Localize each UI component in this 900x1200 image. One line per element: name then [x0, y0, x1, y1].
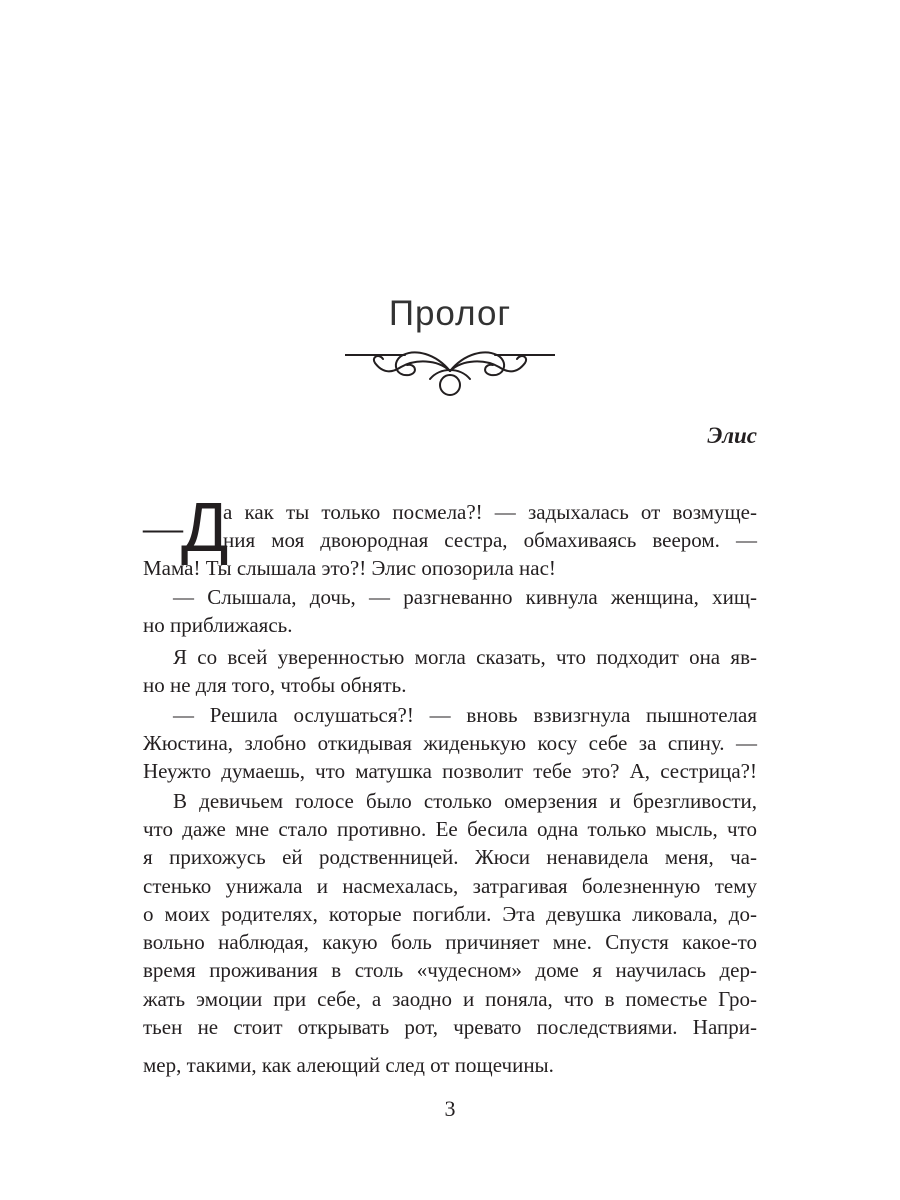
- text-line: но не для того, чтобы обнять.: [143, 673, 407, 697]
- text-line: — Слышала, дочь, — разгневанно кивнула женщина, хищ-: [173, 585, 757, 609]
- text-line: что даже мне стало противно. Ее бесила одна только мысль, что: [143, 817, 757, 841]
- text-line: я прихожусь ей родственницей. Жюси ненавидела меня, ча-: [143, 845, 757, 869]
- text-line: жать эмоции при себе, а заодно и поняла, что в поместье Гро-: [143, 987, 757, 1011]
- text-line: тьен не стоит открывать рот, чревато последствиями. Напри-: [143, 1015, 757, 1039]
- text-line: Жюстина, злобно откидывая жиденькую косу себе за спину. —: [143, 731, 757, 755]
- text-line: Мама! Ты слышала это?! Элис опозорила нас!: [143, 556, 556, 580]
- text-line: В девичьем голосе было столько омерзения и брезгливости,: [173, 789, 757, 813]
- text-line: ния моя двоюродная сестра, обмахиваясь веером. —: [223, 528, 757, 552]
- text-line: мер, такими, как алеющий след от пощечины.: [143, 1053, 554, 1077]
- text-line: Я со всей уверенностью могла сказать, что подходит она яв-: [173, 645, 757, 669]
- text-line: Неужто думаешь, что матушка позволит тебе это? А, сестрица?!: [143, 759, 757, 783]
- text-line: время проживания в столь «чудесном» доме я научилась дер-: [143, 958, 757, 982]
- chapter-title: Пролог: [388, 294, 512, 333]
- author-heading: Элис: [707, 423, 757, 448]
- text-line: а как ты только посмела?! — задыхалась от возмуще-: [223, 500, 757, 524]
- page-number: 3: [444, 1096, 456, 1121]
- text-line: вольно наблюдая, какую боль причиняет мне. Спустя какое-то: [143, 930, 757, 954]
- drop-cap-dash: —: [143, 505, 183, 550]
- ornament-divider-icon: [345, 345, 555, 397]
- text-line: о моих родителях, которые погибли. Эта девушка ликовала, до-: [143, 902, 757, 926]
- text-line: стенько унижала и насмехалась, затрагивая болезненную тему: [143, 874, 757, 898]
- text-line: но приближаясь.: [143, 613, 293, 637]
- drop-cap-letter: Д: [181, 488, 229, 566]
- text-line: — Решила ослушаться?! — вновь взвизгнула пышнотелая: [173, 703, 757, 727]
